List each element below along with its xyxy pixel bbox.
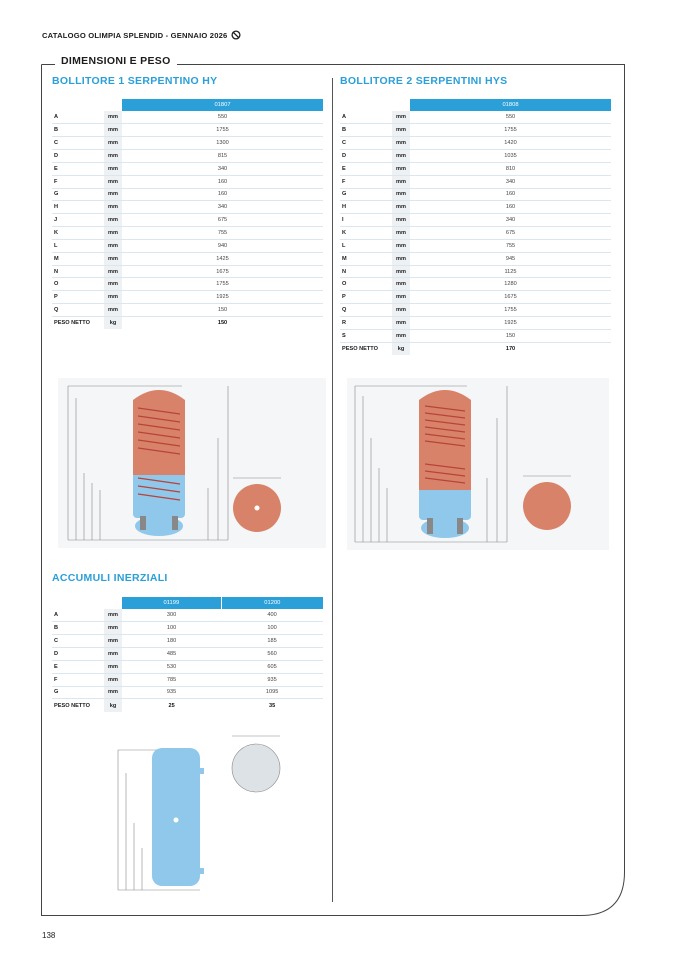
table-row (340, 201, 611, 214)
dimension-label: F (340, 175, 392, 188)
dimension-value: 560 (221, 648, 323, 661)
unit-label: mm (392, 291, 410, 304)
unit-label: mm (104, 137, 122, 150)
table-row (52, 673, 323, 686)
dimension-label: J (52, 214, 104, 227)
table-row (340, 150, 611, 163)
dimension-label: S (340, 329, 392, 342)
table-row (52, 265, 323, 278)
dimension-value: 935 (221, 673, 323, 686)
unit-label: mm (104, 660, 122, 673)
table-row (340, 252, 611, 265)
unit-label: mm (104, 175, 122, 188)
unit-label: mm (392, 239, 410, 252)
dimension-value: 1420 (410, 137, 611, 150)
dimension-value: 150 (410, 329, 611, 342)
model-code: 01808 (410, 99, 611, 111)
dimension-label: K (52, 227, 104, 240)
table-row (340, 329, 611, 342)
dimension-label: A (52, 609, 104, 622)
unit-label: mm (392, 278, 410, 291)
accumuli-table (52, 597, 323, 712)
table-row (340, 124, 611, 137)
dimension-label: Q (52, 304, 104, 317)
dimension-value: 785 (122, 673, 221, 686)
table-row (340, 304, 611, 317)
unit-label: mm (392, 201, 410, 214)
dimension-value: 1035 (410, 150, 611, 163)
dimension-label: E (340, 162, 392, 175)
bollitore1-title: BOLLITORE 1 SERPENTINO HY (52, 75, 218, 87)
unit-label: mm (104, 252, 122, 265)
unit-label: mm (392, 175, 410, 188)
dimension-label: A (340, 111, 392, 124)
unit-label: mm (104, 622, 122, 635)
unit-label: mm (392, 329, 410, 342)
table-row (52, 609, 323, 622)
unit-label: mm (104, 291, 122, 304)
table-row (340, 175, 611, 188)
unit-label: mm (104, 673, 122, 686)
dimension-label: R (340, 317, 392, 330)
bollitore1-table (52, 99, 323, 329)
unit-label: mm (392, 214, 410, 227)
weight-row (52, 317, 323, 330)
dimension-value: 150 (217, 320, 228, 327)
unit-label: mm (104, 265, 122, 278)
unit-label: mm (104, 162, 122, 175)
dimension-label: O (52, 278, 104, 291)
unit-label: kg (104, 699, 122, 712)
dimension-value: 550 (122, 111, 323, 124)
dimension-value: 810 (410, 162, 611, 175)
table-row (340, 291, 611, 304)
table-row (52, 111, 323, 124)
unit-label: mm (104, 214, 122, 227)
unit-label: mm (104, 635, 122, 648)
dimension-value: 35 (268, 702, 276, 709)
unit-label: mm (104, 609, 122, 622)
dimension-value: 530 (122, 660, 221, 673)
dimension-label: M (340, 252, 392, 265)
table-row (52, 150, 323, 163)
dimension-label: Q (340, 304, 392, 317)
accumulo-diagram (110, 728, 300, 893)
dimension-label: N (52, 265, 104, 278)
dimension-label: G (52, 188, 104, 201)
unit-label: mm (104, 648, 122, 661)
model-code: 01199 (122, 597, 221, 609)
unit-label: mm (104, 124, 122, 137)
dimension-label: P (340, 291, 392, 304)
unit-label: mm (104, 188, 122, 201)
dimension-value: 100 (221, 622, 323, 635)
table-row (52, 188, 323, 201)
unit-label: kg (104, 317, 122, 330)
dimension-value: 485 (122, 648, 221, 661)
dimension-value: 755 (410, 239, 611, 252)
dimension-value: 340 (122, 162, 323, 175)
dimension-value: 100 (122, 622, 221, 635)
dimension-value: 605 (221, 660, 323, 673)
dimension-value: 170 (505, 345, 516, 352)
unit-label: mm (392, 317, 410, 330)
unit-label: mm (104, 111, 122, 124)
dimension-value: 25 (168, 702, 175, 709)
table-row (52, 660, 323, 673)
dimension-label: G (340, 188, 392, 201)
unit-label: mm (392, 124, 410, 137)
dimension-value: 1300 (122, 137, 323, 150)
dimension-value: 160 (410, 201, 611, 214)
dimension-value: 815 (122, 150, 323, 163)
unit-label: mm (392, 150, 410, 163)
dimension-value: 1675 (122, 265, 323, 278)
table-row (340, 137, 611, 150)
dimension-value: 1675 (410, 291, 611, 304)
model-code: 01807 (122, 99, 323, 111)
unit-label: mm (392, 265, 410, 278)
catalog-header (42, 30, 241, 40)
dimension-value: 160 (122, 175, 323, 188)
dimension-value: 340 (122, 201, 323, 214)
dimension-value: 1095 (221, 686, 323, 699)
table-row (52, 175, 323, 188)
dimension-value: 1125 (410, 265, 611, 278)
dimension-label: F (52, 175, 104, 188)
table-row (52, 137, 323, 150)
dimension-label: F (52, 673, 104, 686)
dimension-value: 675 (410, 227, 611, 240)
dimension-value: 160 (410, 188, 611, 201)
table-row (52, 201, 323, 214)
table-row (52, 227, 323, 240)
table-row (340, 162, 611, 175)
dimension-label: B (52, 124, 104, 137)
bollitore2-title: BOLLITORE 2 SERPENTINI HYS (340, 75, 508, 87)
dimension-value: 550 (410, 111, 611, 124)
column-divider (332, 78, 333, 902)
unit-label: mm (104, 201, 122, 214)
dimension-label: PESO NETTO (54, 702, 90, 709)
dimension-value: 340 (410, 175, 611, 188)
dimension-value: 1755 (410, 124, 611, 137)
dimension-label: C (52, 635, 104, 648)
prohibited-icon (231, 30, 241, 40)
bollitore2-diagram (347, 378, 609, 550)
table-row (340, 278, 611, 291)
dimension-label: G (52, 686, 104, 699)
dimension-label: L (52, 239, 104, 252)
dimension-label: PESO NETTO (342, 345, 378, 352)
catalog-title: CATALOGO OLIMPIA SPLENDID - GENNAIO 2026 (42, 30, 228, 40)
weight-row (340, 342, 611, 355)
table-row (52, 124, 323, 137)
table-row (52, 622, 323, 635)
bollitore1-diagram (58, 378, 326, 548)
dimension-value: 1755 (122, 124, 323, 137)
unit-label: mm (104, 304, 122, 317)
dimension-value: 150 (122, 304, 323, 317)
table-row (52, 686, 323, 699)
unit-label: mm (104, 239, 122, 252)
dimension-value: 935 (122, 686, 221, 699)
table-row (52, 278, 323, 291)
dimension-label: D (340, 150, 392, 163)
dimension-label: D (52, 648, 104, 661)
unit-label: mm (392, 252, 410, 265)
unit-label: mm (392, 137, 410, 150)
dimension-value: 945 (410, 252, 611, 265)
dimension-value: 1425 (122, 252, 323, 265)
table-row (52, 214, 323, 227)
dimension-label: E (52, 162, 104, 175)
dimension-label: H (340, 201, 392, 214)
dimension-value: 160 (122, 188, 323, 201)
dimension-value: 1925 (410, 317, 611, 330)
dimension-label: B (340, 124, 392, 137)
unit-label: kg (392, 342, 410, 355)
page-number: 138 (42, 931, 56, 940)
table-row (52, 239, 323, 252)
table-row (52, 304, 323, 317)
table-row (52, 252, 323, 265)
unit-label: mm (392, 111, 410, 124)
dimension-value: 340 (410, 214, 611, 227)
dimension-label: M (52, 252, 104, 265)
dimension-value: 675 (122, 214, 323, 227)
dimension-value: 180 (122, 635, 221, 648)
table-row (340, 265, 611, 278)
unit-label: mm (392, 162, 410, 175)
table-row (340, 317, 611, 330)
table-row (340, 214, 611, 227)
table-row (52, 648, 323, 661)
dimension-value: 1280 (410, 278, 611, 291)
unit-label: mm (392, 304, 410, 317)
dimension-value: 1925 (122, 291, 323, 304)
dimension-label: PESO NETTO (54, 320, 90, 327)
dimension-label: C (340, 137, 392, 150)
dimension-label: P (52, 291, 104, 304)
dimension-value: 1755 (122, 278, 323, 291)
dimension-label: D (52, 150, 104, 163)
dimension-label: I (340, 214, 392, 227)
unit-label: mm (104, 227, 122, 240)
unit-label: mm (104, 686, 122, 699)
unit-label: mm (104, 150, 122, 163)
dimension-label: O (340, 278, 392, 291)
dimension-value: 185 (221, 635, 323, 648)
dimension-value: 1755 (410, 304, 611, 317)
table-row (340, 188, 611, 201)
weight-row (52, 699, 323, 712)
dimension-label: B (52, 622, 104, 635)
model-code: 01200 (221, 597, 323, 609)
dimension-label: E (52, 660, 104, 673)
dimension-label: A (52, 111, 104, 124)
table-row (340, 239, 611, 252)
table-row (52, 162, 323, 175)
section-title: DIMENSIONI E PESO (55, 55, 177, 67)
dimension-label: L (340, 239, 392, 252)
table-row (52, 635, 323, 648)
dimension-label: N (340, 265, 392, 278)
dimension-label: C (52, 137, 104, 150)
dimension-label: H (52, 201, 104, 214)
bollitore2-table (340, 99, 611, 355)
dimension-value: 400 (221, 609, 323, 622)
unit-label: mm (392, 227, 410, 240)
dimension-value: 940 (122, 239, 323, 252)
accumuli-title: ACCUMULI INERZIALI (52, 572, 168, 584)
unit-label: mm (104, 278, 122, 291)
dimension-value: 300 (122, 609, 221, 622)
table-row (340, 111, 611, 124)
table-row (52, 291, 323, 304)
dimension-label: K (340, 227, 392, 240)
unit-label: mm (392, 188, 410, 201)
table-row (340, 227, 611, 240)
dimension-value: 755 (122, 227, 323, 240)
